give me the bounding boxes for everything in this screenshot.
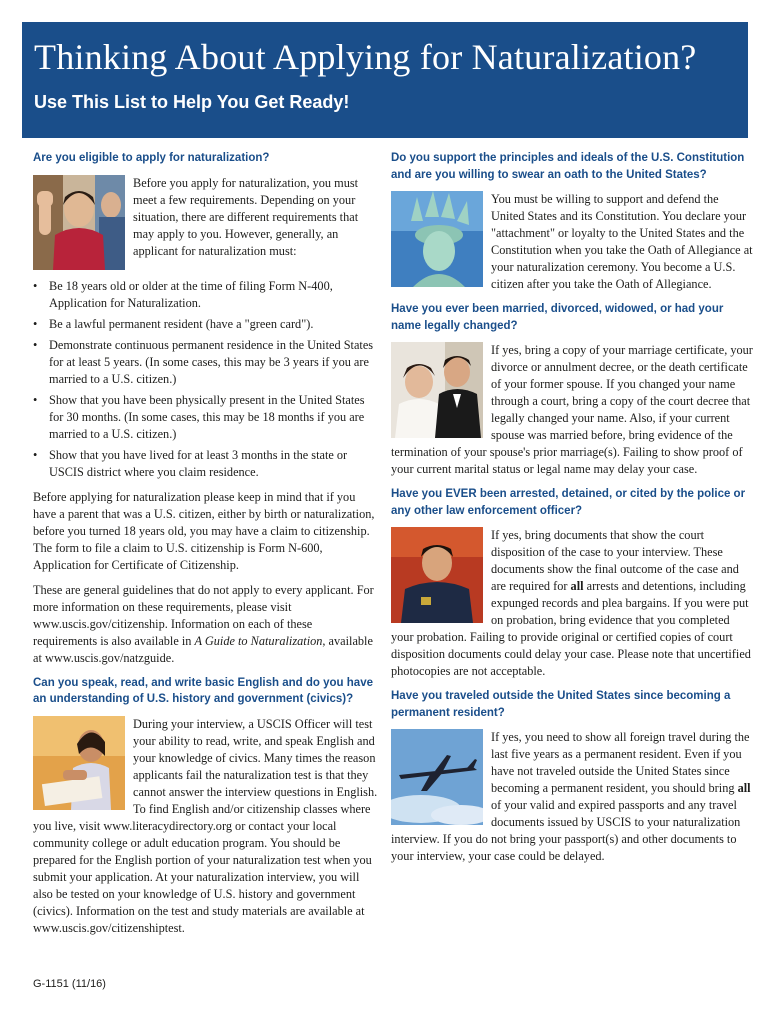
police-officer-photo <box>391 527 483 623</box>
arrested-question: Have you EVER been arrested, detained, or cited by the police or any other law enforcement officer? <box>391 488 746 517</box>
student-studying-photo <box>33 716 125 810</box>
woman-raising-hand-photo <box>33 175 125 270</box>
requirement-item: • Be 18 years old or older at the time of filing Form N-400, Application for Naturalization. <box>33 278 378 312</box>
principles-question: Do you support the principles and ideals of the U.S. Constitution and are you willing to swear an oath to the United States? <box>391 152 745 181</box>
travel-question: Have you traveled outside the United States since becoming a permanent resident? <box>391 690 731 719</box>
form-id: G-1151 (11/16) <box>33 978 106 990</box>
page-subtitle: Use This List to Help You Get Ready! <box>34 92 350 112</box>
requirement-item: • Show that you have been physically present in the United States for 30 months. (In some cases, this may be 18 months if you are married to a U.S. citizen.) <box>33 392 378 443</box>
parent-citizen-paragraph: Before applying for naturalization please keep in mind that if you have a parent that was a U.S. citizen, either by birth or naturalization, before you turned 18 years old, you may have a claim to citizenship. The form to file a claim to U.S. citizenship is Form N-600, Application for Certificate of Citizenship. <box>33 489 375 572</box>
left-column <box>33 150 378 945</box>
guidelines-paragraph: These are general guidelines that do not apply to every applicant. For more information on these requirements, please visit www.uscis.gov/citizenship. Information on each of these requirements is also available in A Guide to Naturalization, available at www.uscis.gov/natzguide. <box>33 582 374 665</box>
requirement-item: • Show that you have lived for at least 3 months in the state or USCIS district where you claim residence. <box>33 447 378 481</box>
wedding-couple-photo <box>391 342 483 438</box>
page-title: Thinking About Applying for Naturalization? <box>34 37 697 77</box>
requirements-list <box>33 278 378 481</box>
right-column <box>391 150 753 873</box>
english-question: Can you speak, read, and write basic English and do you have an understanding of U.S. history and government (civics)? <box>33 676 373 705</box>
english-body: During your interview, a USCIS Officer will test your ability to read, write, and speak English and your knowledge of civics. Many times the reason applicants fail the naturalization test is that they cannot answer the interview questions in English. To find English and/or citizenship classes where you live, visit www.literacydirectory.org or contact your local community college or adult education program. You should be prepared for the English portion of your naturalization test when you submit your application. At your naturalization interview, you will also be tested on your knowledge of U.S. history and government (civics). Information on the test and study materials are available at www.uscis.gov/citizenshiptest. <box>33 716 378 935</box>
travel-body: If yes, you need to show all foreign travel during the last five years as a permanent resident. Even if you have not traveled outside the United States since becoming a permanent resident, you should bring all of your valid and expired passports and any travel documents issued by USCIS to your naturalization interview. If you do not bring your passport(s) and other documents to your interview, your case could be delayed. <box>391 730 751 863</box>
airplane-photo <box>391 729 483 825</box>
arrested-body: If yes, bring documents that show the court disposition of the case to your interview. These documents show the final outcome of the case and are required for all arrests and detentions, including expunged records and plea bargains. If you were put on probation, bring evidence that you completed your probation. Failing to provide original or certified copies of court disposition documents could delay your case. Please note that uncertified photocopies are not acceptable. <box>391 528 751 678</box>
eligibility-intro: Before you apply for naturalization, you must meet a few requirements. Depending on your situation, there are different requirements that may apply to you. However, generally, an applicant for naturalization must: <box>133 175 359 258</box>
header-banner <box>22 22 748 138</box>
requirement-item: • Be a lawful permanent resident (have a "green card"). <box>33 316 378 333</box>
married-body: If yes, bring a copy of your marriage certificate, your divorce or annulment decree, or the death certificate of your former spouse. If you changed your name through a court, bring a copy of the court decree that legally changed your name. Also, if your current spouse was married before, bring evidence of the termination of your spouse's prior marriage(s). Failing to show proof of your current marital status or legal name may delay your case. <box>391 343 753 476</box>
principles-body: You must be willing to support and defend the United States and its Constitution. You declare your "attachment" or loyalty to the United States and the Constitution when you take the Oath of Allegiance at your naturalization ceremony. You become a U.S. citizen after you take the Oath of Allegiance. <box>491 192 753 291</box>
married-question: Have you ever been married, divorced, widowed, or had your name legally changed? <box>391 303 724 332</box>
eligibility-question: Are you eligible to apply for naturalization? <box>33 152 270 164</box>
requirement-item: • Demonstrate continuous permanent residence in the United States for at least 5 years. (In some cases, this may be 3 years if you are married to a U.S. citizen.) <box>33 337 378 388</box>
guide-title: A Guide to Naturalization <box>194 633 323 648</box>
statue-of-liberty-photo <box>391 191 483 287</box>
